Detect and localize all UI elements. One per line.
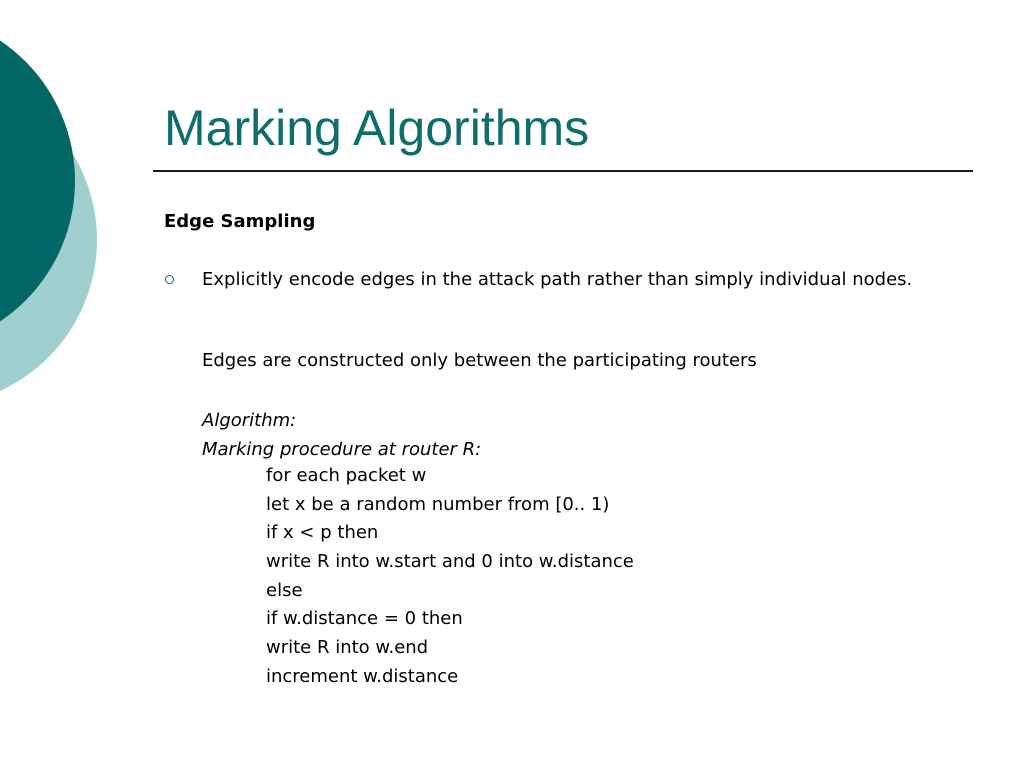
procedure-label: Marking procedure at router R:: [202, 439, 482, 460]
edges-note: Edges are constructed only between the participating routers: [202, 350, 757, 371]
slide-title: Marking Algorithms: [164, 100, 590, 156]
algorithm-label: Algorithm:: [202, 410, 297, 431]
code-line: for each packet w: [266, 465, 427, 486]
algorithm-header: [202, 406, 942, 464]
title-divider: [153, 170, 973, 172]
code-line: write R into w.end: [266, 637, 429, 659]
code-line: if x < p then: [266, 522, 379, 544]
code-line: write R into w.start and 0 into w.distance: [266, 551, 634, 573]
pseudocode-block: [266, 462, 634, 692]
bullet-text: Explicitly encode edges in the attack path rather than simply individual nodes.: [202, 269, 913, 290]
code-line: if w.distance = 0 then: [266, 608, 463, 630]
code-line: let x be a random number from [0.. 1): [266, 493, 610, 515]
code-line: increment w.distance: [266, 665, 459, 687]
code-line: else: [266, 579, 303, 601]
section-heading: Edge Sampling: [164, 211, 316, 232]
hollow-circle-bullet-icon: [165, 275, 174, 284]
